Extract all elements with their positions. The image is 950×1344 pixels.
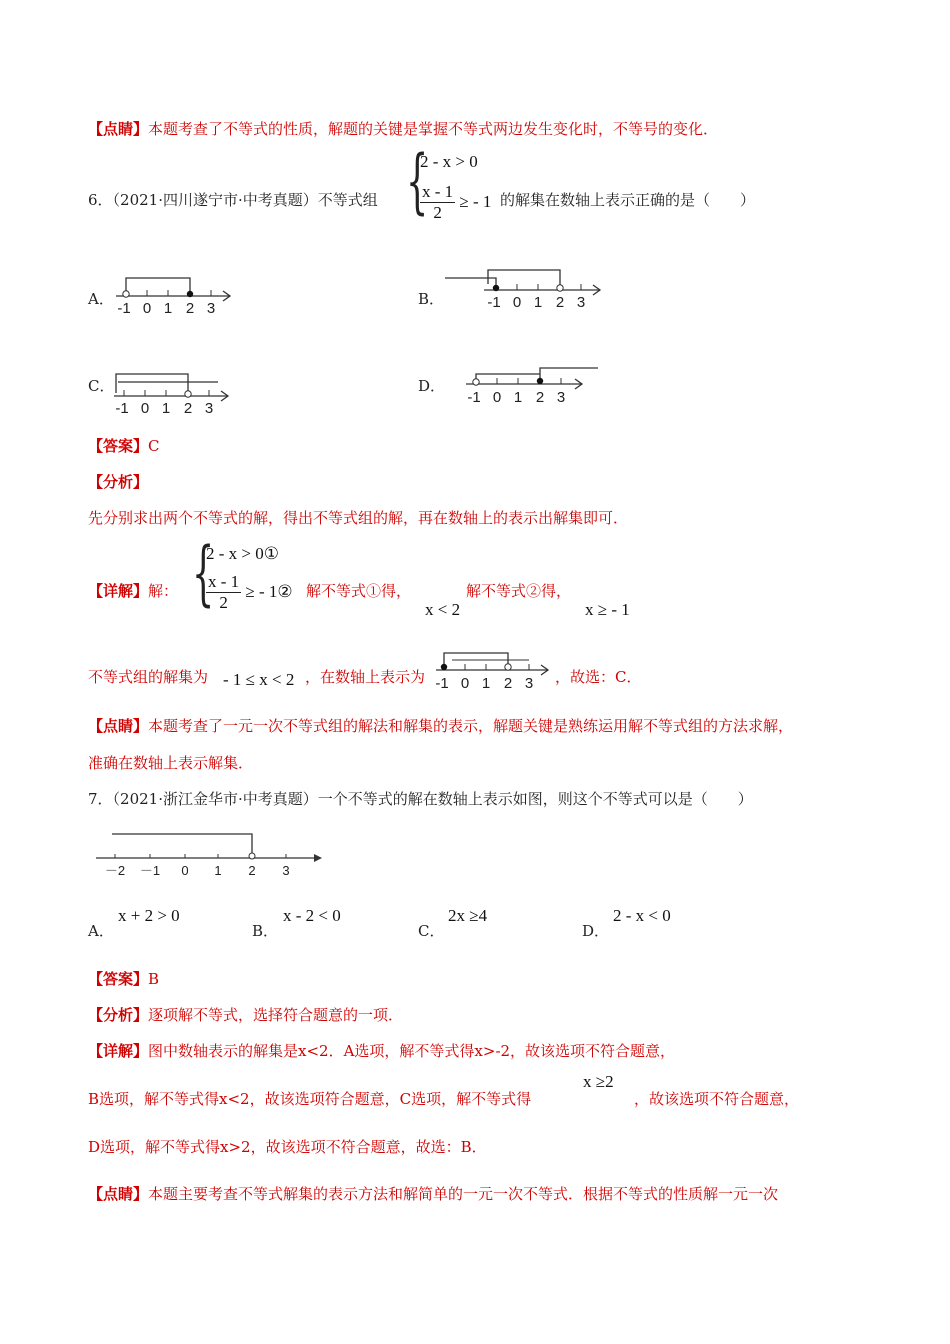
q6-frac-num: x - 1 bbox=[420, 182, 455, 203]
q7-option-d-expr: 2 - x < 0 bbox=[613, 906, 671, 925]
detail-text: 图中数轴表示的解集是x<2．A选项，解不等式得x>-2，故该选项不符合题意， bbox=[148, 1042, 676, 1060]
tick-label: 0 bbox=[142, 300, 152, 317]
tick-label: -1 bbox=[117, 300, 131, 317]
q7-number: 7． bbox=[88, 790, 113, 808]
detail-frac-num: x - 1 bbox=[206, 572, 241, 593]
q7-option-c-expr: 2x ≥4 bbox=[448, 906, 488, 925]
tick-label: -1 bbox=[115, 400, 129, 417]
q6-option-c-label: C． bbox=[88, 377, 115, 395]
tick-label: 1 bbox=[161, 400, 171, 417]
q7-option-a-expr: x + 2 > 0 bbox=[118, 906, 180, 925]
q6-option-a-label: A． bbox=[88, 290, 114, 308]
q6-frac-den: 2 bbox=[433, 203, 442, 223]
point-tag: 【点睛】 bbox=[88, 1185, 149, 1203]
tick-label: 1 bbox=[513, 389, 523, 406]
tick-label: 2 bbox=[248, 863, 256, 878]
q7-answer bbox=[88, 970, 159, 988]
q6-point-line1 bbox=[88, 717, 793, 735]
q7-detail-line3: D选项，解不等式得x>2，故该选项不符合题意，故选：B． bbox=[88, 1138, 487, 1156]
tick-label: 1 bbox=[214, 863, 222, 878]
tick-label: -1 bbox=[467, 389, 481, 406]
tick-label: 0 bbox=[140, 400, 150, 417]
tick-label: 3 bbox=[556, 389, 566, 406]
detail-frac-rel: ≥ - 1② bbox=[245, 581, 293, 601]
q7-option-d-label: D． bbox=[582, 922, 610, 940]
q7-option-c-label: C． bbox=[418, 922, 445, 940]
point-paragraph-1 bbox=[88, 120, 718, 138]
q6-number: 6． bbox=[88, 191, 113, 209]
q7-option-a-label: A． bbox=[88, 922, 114, 940]
q6-system-brace: { bbox=[406, 140, 429, 222]
tick-label: 2 bbox=[555, 294, 565, 311]
q6-detail-brace: { bbox=[192, 532, 215, 614]
tick-label: 2 bbox=[185, 300, 195, 317]
q6-option-d-label: D． bbox=[418, 377, 446, 395]
q6-option-c-numberline bbox=[108, 368, 238, 420]
point-text: 本题考查了不等式的性质，解题的关键是掌握不等式两边发生变化时，不等号的变化． bbox=[148, 120, 719, 138]
q7-numberline bbox=[90, 825, 330, 881]
detail-frac-den: 2 bbox=[219, 593, 228, 613]
detail-tag: 【详解】 bbox=[88, 582, 149, 600]
tick-label: 0 bbox=[181, 863, 189, 878]
q6-detail-res1: x < 2 bbox=[425, 600, 461, 619]
answer-tag: 【答案】 bbox=[88, 437, 149, 455]
analysis-text: 逐项解不等式，选择符合题意的一项． bbox=[148, 1006, 404, 1024]
q6-detail-set-prefix: 不等式组的解集为 bbox=[88, 668, 209, 686]
tick-label: 3 bbox=[576, 294, 586, 311]
q6-option-b-label: B． bbox=[418, 290, 445, 308]
tick-label: －2 bbox=[104, 863, 126, 878]
q6-detail-solve2: 解不等式②得， bbox=[466, 582, 572, 600]
tick-label: -1 bbox=[435, 675, 449, 692]
answer-value: C bbox=[148, 437, 160, 455]
tick-label: 1 bbox=[533, 294, 543, 311]
answer-tag: 【答案】 bbox=[88, 970, 149, 988]
q6-detail-head bbox=[88, 582, 178, 600]
detail-prefix: 解： bbox=[148, 582, 179, 600]
q6-sys-line1: 2 - x > 0 bbox=[420, 152, 478, 171]
tick-label: 0 bbox=[492, 389, 502, 406]
q7-detail-line2b: ，故该选项不符合题意， bbox=[634, 1090, 800, 1108]
q7-option-b-expr: x - 2 < 0 bbox=[283, 906, 341, 925]
tick-label: 2 bbox=[503, 675, 513, 692]
q7-point-line1 bbox=[88, 1185, 778, 1203]
tick-label: 3 bbox=[204, 400, 214, 417]
tick-label: 0 bbox=[460, 675, 470, 692]
q6-option-a-numberline bbox=[110, 268, 240, 320]
q6-detail-numberline bbox=[430, 648, 560, 694]
tick-label: 2 bbox=[535, 389, 545, 406]
tick-label: －1 bbox=[139, 863, 161, 878]
q6-tail: 的解集在数轴上表示正确的是（ ） bbox=[500, 191, 756, 209]
q6-sys-line2 bbox=[420, 182, 491, 224]
q6-option-b-numberline bbox=[440, 262, 610, 314]
q6-detail-sys-line1: 2 - x > 0① bbox=[206, 544, 279, 563]
q6-detail-axis-text: ，在数轴上表示为 bbox=[305, 668, 426, 686]
analysis-tag: 【分析】 bbox=[88, 473, 149, 491]
q6-answer bbox=[88, 437, 160, 455]
q7-detail-line1 bbox=[88, 1042, 675, 1060]
q7-stem bbox=[88, 790, 753, 808]
q7-detail-line2a: B选项，解不等式得x<2，故该选项符合题意，C选项，解不等式得 bbox=[88, 1090, 532, 1108]
detail-tag: 【详解】 bbox=[88, 1042, 149, 1060]
point-tag: 【点睛】 bbox=[88, 120, 149, 138]
answer-value: B bbox=[148, 970, 160, 988]
tick-label: -1 bbox=[487, 294, 501, 311]
q6-detail-choice: ，故选：C． bbox=[555, 668, 642, 686]
q6-analysis-tag bbox=[88, 473, 148, 491]
q6-detail-sys-line2 bbox=[206, 572, 293, 614]
q6-detail-set: - 1 ≤ x < 2 bbox=[223, 670, 295, 689]
point-text: 本题主要考查不等式解集的表示方法和解简单的一元一次不等式．根据不等式的性质解一元一次 bbox=[148, 1185, 779, 1203]
analysis-tag: 【分析】 bbox=[88, 1006, 149, 1024]
tick-label: 3 bbox=[282, 863, 290, 878]
q6-source: （2021·四川遂宁市·中考真题）不等式组 bbox=[112, 191, 378, 209]
tick-label: 2 bbox=[183, 400, 193, 417]
point-text: 本题考查了一元一次不等式组的解法和解集的表示，解题关键是熟练运用解不等式组的方法求解， bbox=[148, 717, 794, 735]
q6-frac-rel: ≥ - 1 bbox=[459, 191, 492, 211]
q7-stem-text: （2021·浙江金华市·中考真题）一个不等式的解在数轴上表示如图，则这个不等式可以是（ ） bbox=[112, 790, 753, 808]
q6-option-d-numberline bbox=[460, 362, 610, 414]
q6-analysis-text: 先分别求出两个不等式的解，得出不等式组的解，再在数轴上的表示出解集即可． bbox=[88, 509, 629, 527]
tick-label: 1 bbox=[481, 675, 491, 692]
q6-detail-solve1: 解不等式①得， bbox=[306, 582, 412, 600]
tick-label: 3 bbox=[206, 300, 216, 317]
q7-detail-line2-math: x ≥2 bbox=[583, 1072, 614, 1091]
tick-label: 3 bbox=[524, 675, 534, 692]
q7-option-b-label: B． bbox=[252, 922, 279, 940]
q6-point-line2: 准确在数轴上表示解集． bbox=[88, 754, 254, 772]
q6-detail-res2: x ≥ - 1 bbox=[585, 600, 630, 619]
q6-stem bbox=[88, 191, 378, 209]
tick-label: 1 bbox=[163, 300, 173, 317]
q7-analysis bbox=[88, 1006, 403, 1024]
tick-label: 0 bbox=[512, 294, 522, 311]
point-tag: 【点睛】 bbox=[88, 717, 149, 735]
